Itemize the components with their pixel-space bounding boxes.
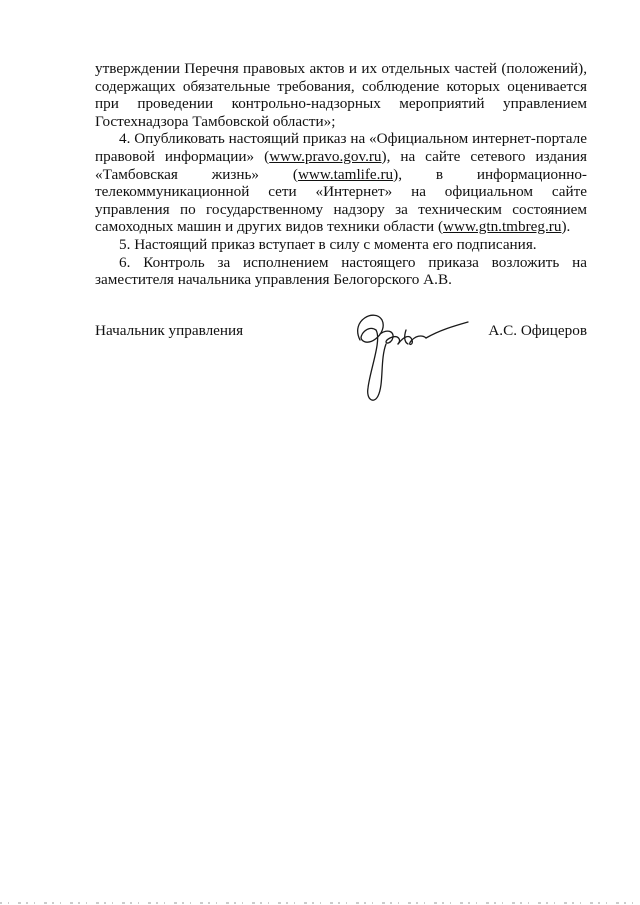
paragraph-text: ), в информационно-телекоммуникационной сети «Интернет» на официальном сайте управления по государственному надзору за техническим состоянием самоходных машин и других видов техники области ( [95,165,587,236]
document-body [95,60,587,289]
paragraph-p4 [95,130,587,236]
paragraph-text: 4. Опубликовать настоящий приказ на «Официальном интернет-портале правовой информации» ( [95,130,587,165]
paragraph-p5 [95,236,587,254]
scan-edge-marks [0,899,640,905]
paragraph-text: 6. Контроль за исполнением настоящего приказа возложить на заместителя начальника управления Белогорского А.В. [95,253,587,289]
paragraph-p-cont [95,60,587,130]
url-text: www.gtn.tmbreg.ru [443,218,562,236]
paragraph-text: ), на сайте сетевого издания «Тамбовская жизнь» ( [95,147,588,183]
paragraph-p6 [95,254,587,289]
signatory-name: А.С. Офицеров [488,322,587,339]
url-text: www.tamlife.ru [297,165,394,183]
handwritten-signature [340,300,480,410]
paragraph-text: ). [561,218,571,236]
paragraph-text: утверждении Перечня правовых актов и их отдельных частей (положений), содержащих обязательные требования, соблюдение которых оценивается при проведении контрольно-надзорных мероприятий управлением Гостехнадзора Тамбовской области»; [95,60,587,130]
signatory-position: Начальник управления [95,322,244,339]
url-text: www.pravo.gov.ru [269,147,382,165]
paragraph-text: 5. Настоящий приказ вступает в силу с момента его подписания. [119,235,537,253]
